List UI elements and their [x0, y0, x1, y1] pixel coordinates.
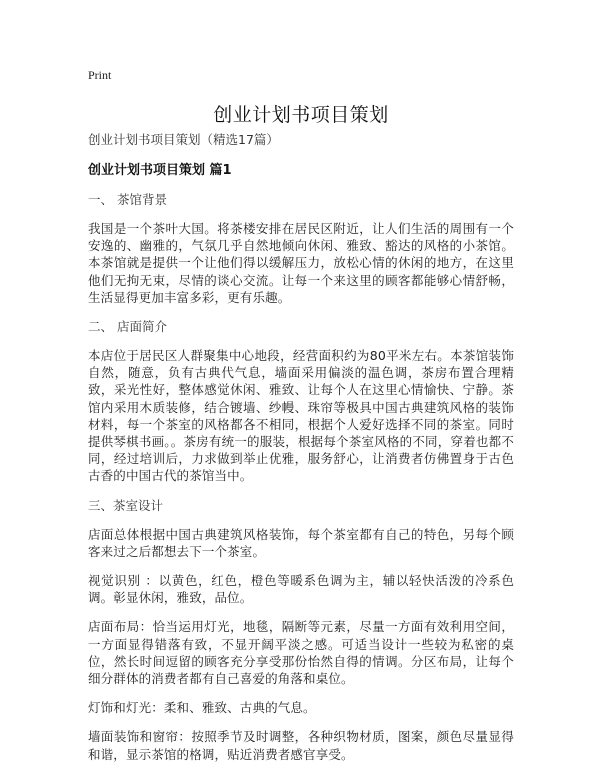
- document-subtitle: 创业计划书项目策划（精选17篇）: [88, 132, 279, 147]
- document-body: [88, 131, 514, 775]
- section-heading-store-intro: 二、 店面简介: [88, 319, 167, 335]
- paragraph: 本店位于居民区人群聚集中心地段，经营面积约为80平米左右。本茶馆装饰自然，随意，负有古典代气息，墙面采用偏淡的温色调，茶房布置合理精致，采光性好，整体感觉休闲、雅致、让每个人在这里心情愉快、宁静。茶馆内采用木质装修，结合镀墙、纱幔、珠帘等极具中国古典建筑风格的装饰材料，每一个茶室的风格都各不相同，根据个人爱好选择不同的茶室。同时提供琴棋书画。。茶房有统一的服装，根据每个茶室风格的不同，穿着也都不同，经过培训后，力求做到举止优雅，服务舒心，让消费者仿佛置身于古色古香的中国古代的茶馆当中。: [88, 348, 514, 484]
- paragraph: 我国是一个茶叶大国。将茶楼安排在居民区附近，让人们生活的周围有一个安逸的、幽雅的，气氛几乎自然地倾向休闲、雅致、豁达的风格的小茶馆。本茶馆就是提供一个让他们得以缓解压力，放松心情的休闲的地方，在这里他们无拘无束，尽情的谈心交流。让每一个来这里的顾客都能够心情舒畅，生活显得更加丰富多彩，更有乐趣。: [88, 221, 514, 305]
- article-heading: 创业计划书项目策划 篇1: [88, 163, 232, 178]
- document-title: 创业计划书项目策划: [213, 104, 389, 126]
- paragraph: 店面总体根据中国古典建筑风格装饰，每个茶室都有自己的特色，另每个顾客来过之后都想去下一个茶室。: [88, 526, 514, 559]
- paragraph: 灯饰和灯光：柔和、雅致、古典的气息。: [88, 700, 316, 716]
- section-heading-background: 一、 茶馆背景: [88, 192, 167, 207]
- paragraph: 视觉识别 ：以黄色，红色，橙色等暖系色调为主，辅以轻快活泼的冷系色调。彰显休闲，雅致，品位。: [88, 573, 514, 606]
- paragraph: 墙面装饰和窗帘：按照季节及时调整，各种织物材质，图案，颜色尽量显得和谐，显示茶馆的格调，贴近消费者感官享受。: [88, 729, 514, 762]
- section-heading-tearoom-design: 三、茶室设计: [88, 497, 164, 513]
- print-label[interactable]: Print: [88, 68, 112, 82]
- paragraph: 店面布局：恰当运用灯光，地毯，隔断等元素，尽量一方面有效利用空间，一方面显得错落有致，不显开阔平淡之感。可适当设计一些较为私密的桌位，然长时间逗留的顾客充分享受那份怡然自得的情调。分区布局，让每个细分群体的消费者都有自己喜爱的角落和桌位。: [88, 619, 514, 687]
